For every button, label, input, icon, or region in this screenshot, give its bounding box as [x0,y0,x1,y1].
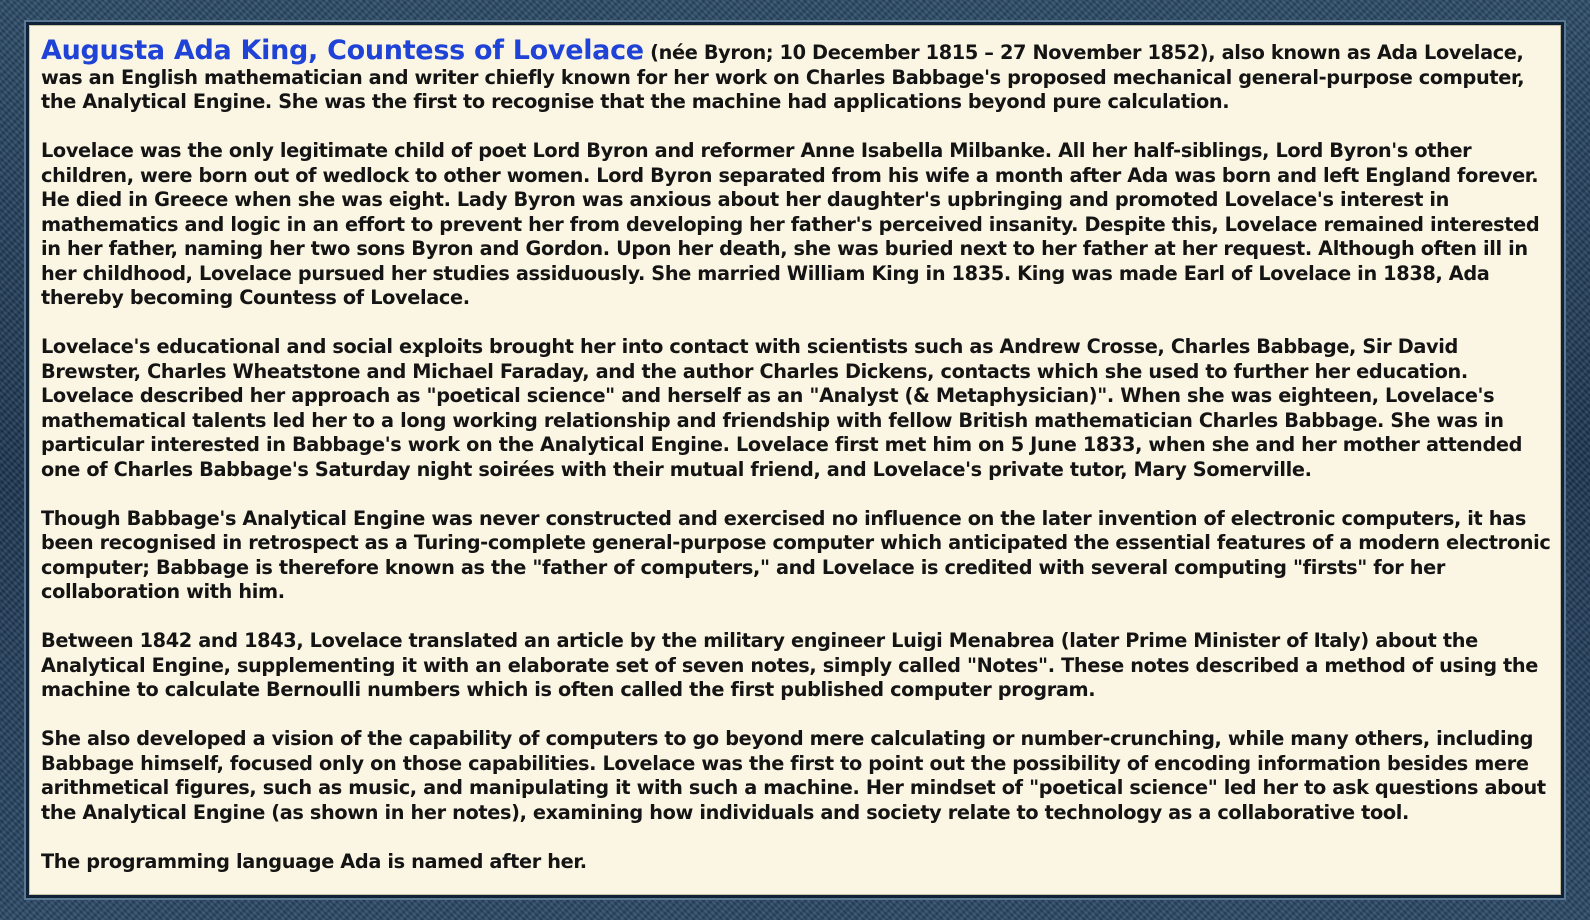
paragraph-notes: Between 1842 and 1843, Lovelace translated an article by the military engineer Luigi Menabrea (later Prime Minister of Italy) about the Analytical Engine, supplementing it with an elaborate set of seven notes, simply called "Notes". These notes described a method of using the machine to calculate Bernoulli numbers which is often called the first published computer program. [41,629,1539,701]
document-panel [26,22,1564,898]
paragraph-education: Lovelace's educational and social exploits brought her into contact with scientists such as Andrew Crosse, Charles Babbage, Sir David Brewster, Charles Wheatstone and Michael Faraday, and the author Charles Dickens, contacts which she used to further her education. Lovelace described her approach as "poetical science" and herself as an "Analyst (& Metaphysician)". When she was eighteen, Lovelace's mathematical talents led her to a long working relationship and friendship with fellow British mathematician Charles Babbage. She was in particular interested in Babbage's work on the Analytical Engine. Lovelace first met him on 5 June 1833, when she and her mother attended one of Charles Babbage's Saturday night soirées with their mutual friend, and Lovelace's private tutor, Mary Somerville. [41,335,1523,481]
paragraph-vision: She also developed a vision of the capability of computers to go beyond mere calculating or number-crunching, while many others, including Babbage himself, focused only on those capabilities. Lovelace was the first to point out the possibility of encoding information besides mere arithmetical figures, such as music, and manipulating it with such a machine. Her mindset of "poetical science" led her to ask questions about the Analytical Engine (as shown in her notes), examining how individuals and society relate to technology as a collaborative tool. [41,727,1546,824]
article-title: Augusta Ada King, Countess of Lovelace [41,35,644,66]
paragraph-analytical-engine: Though Babbage's Analytical Engine was never constructed and exercised no influence on the later invention of electronic computers, it has been recognised in retrospect as a Turing-complete general-purpose computer which anticipated the essential features of a modern electronic computer; Babbage is therefore known as the "father of computers," and Lovelace is credited with several computing "firsts" for her collaboration with him. [41,506,1551,603]
article-body [41,35,1551,874]
intro-paragraph [41,35,1551,115]
paragraph-early-life: Lovelace was the only legitimate child of poet Lord Byron and reformer Anne Isabella Milbanke. All her half-siblings, Lord Byron's other children, were born out of wedlock to other women. Lord Byron separated from his wife a month after Ada was born and left England forever. He died in Greece when she was eight. Lady Byron was anxious about her daughter's upbringing and promoted Lovelace's interest in mathematics and logic in an effort to prevent her from developing her father's perceived insanity. Despite this, Lovelace remained interested in her father, naming her two sons Byron and Gordon. Upon her death, she was buried next to her father at her request. Although often ill in her childhood, Lovelace pursued her studies assiduously. She married William King in 1835. King was made Earl of Lovelace in 1838, Ada thereby becoming Countess of Lovelace. [41,139,1540,309]
intro-text: (née Byron; 10 December 1815 – 27 November 1852), also known as Ada Lovelace, was an English mathematician and writer chiefly known for her work on Charles Babbage's proposed mechanical general-purpose computer, the Analytical Engine. She was the first to recognise that the machine had applications beyond pure calculation. [41,41,1525,113]
paragraph-ada-language: The programming language Ada is named after her. [41,849,587,873]
